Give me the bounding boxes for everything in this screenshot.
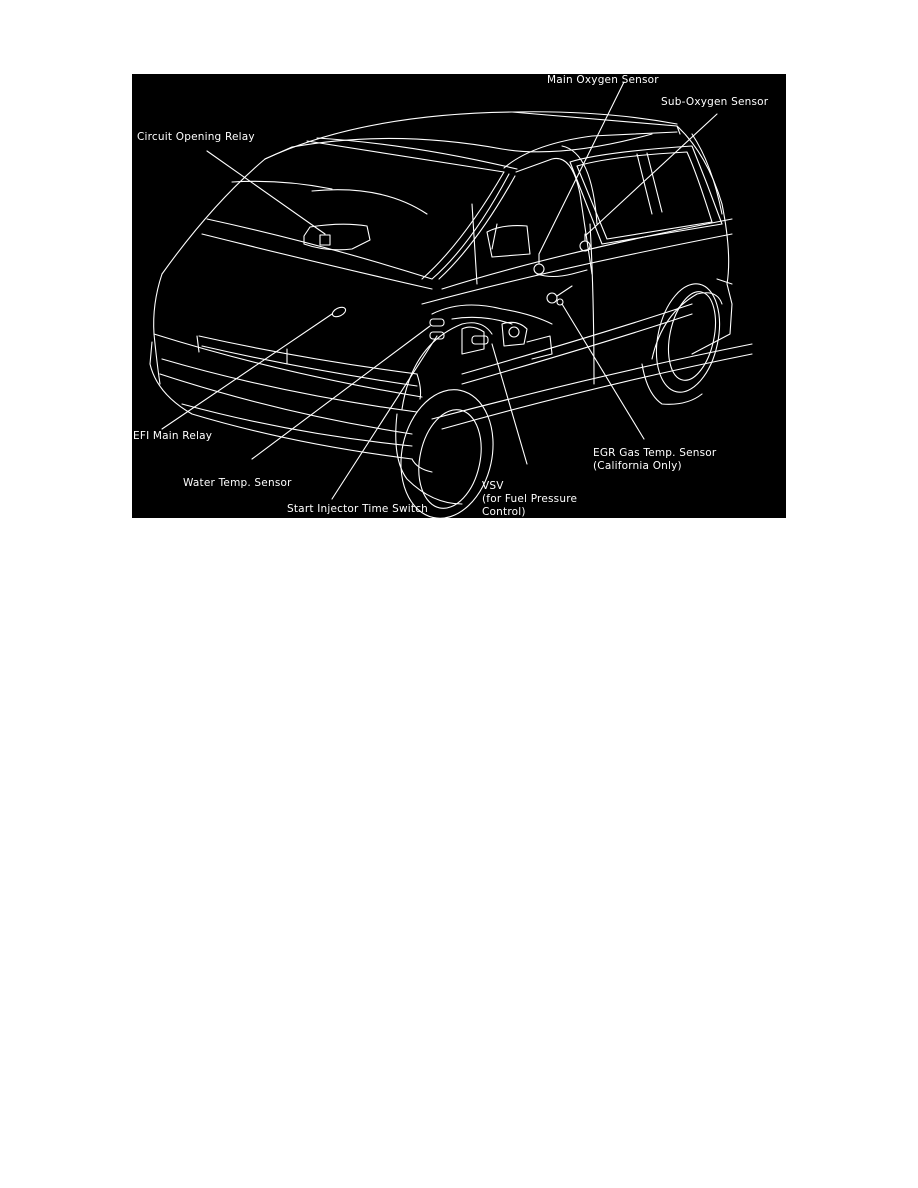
leader-vsv (492, 344, 527, 464)
label-vsv-line2: (for Fuel Pressure (482, 493, 578, 505)
label-water-temp-sensor: Water Temp. Sensor (183, 477, 292, 489)
leader-egr-gas-temp-sensor (562, 304, 644, 439)
label-sub-oxygen-sensor: Sub-Oxygen Sensor (661, 96, 769, 108)
leader-circuit-opening-relay (207, 151, 325, 234)
label-start-injector-time-switch: Start Injector Time Switch (287, 503, 429, 515)
label-vsv-line3: Control) (482, 506, 526, 518)
label-main-oxygen-sensor: Main Oxygen Sensor (547, 74, 659, 86)
leader-main-oxygen-sensor (539, 82, 624, 254)
component-location-diagram (132, 74, 786, 518)
leader-efi-main-relay (162, 314, 332, 429)
label-efi-main-relay: EFI Main Relay (133, 430, 213, 442)
label-egr-california-only: (California Only) (593, 460, 682, 472)
label-vsv-line1: VSV (482, 480, 504, 492)
label-egr-gas-temp-sensor: EGR Gas Temp. Sensor (593, 447, 717, 459)
leader-sub-oxygen-sensor (585, 114, 717, 236)
label-circuit-opening-relay: Circuit Opening Relay (137, 131, 255, 143)
leader-water-temp-sensor (252, 326, 430, 459)
